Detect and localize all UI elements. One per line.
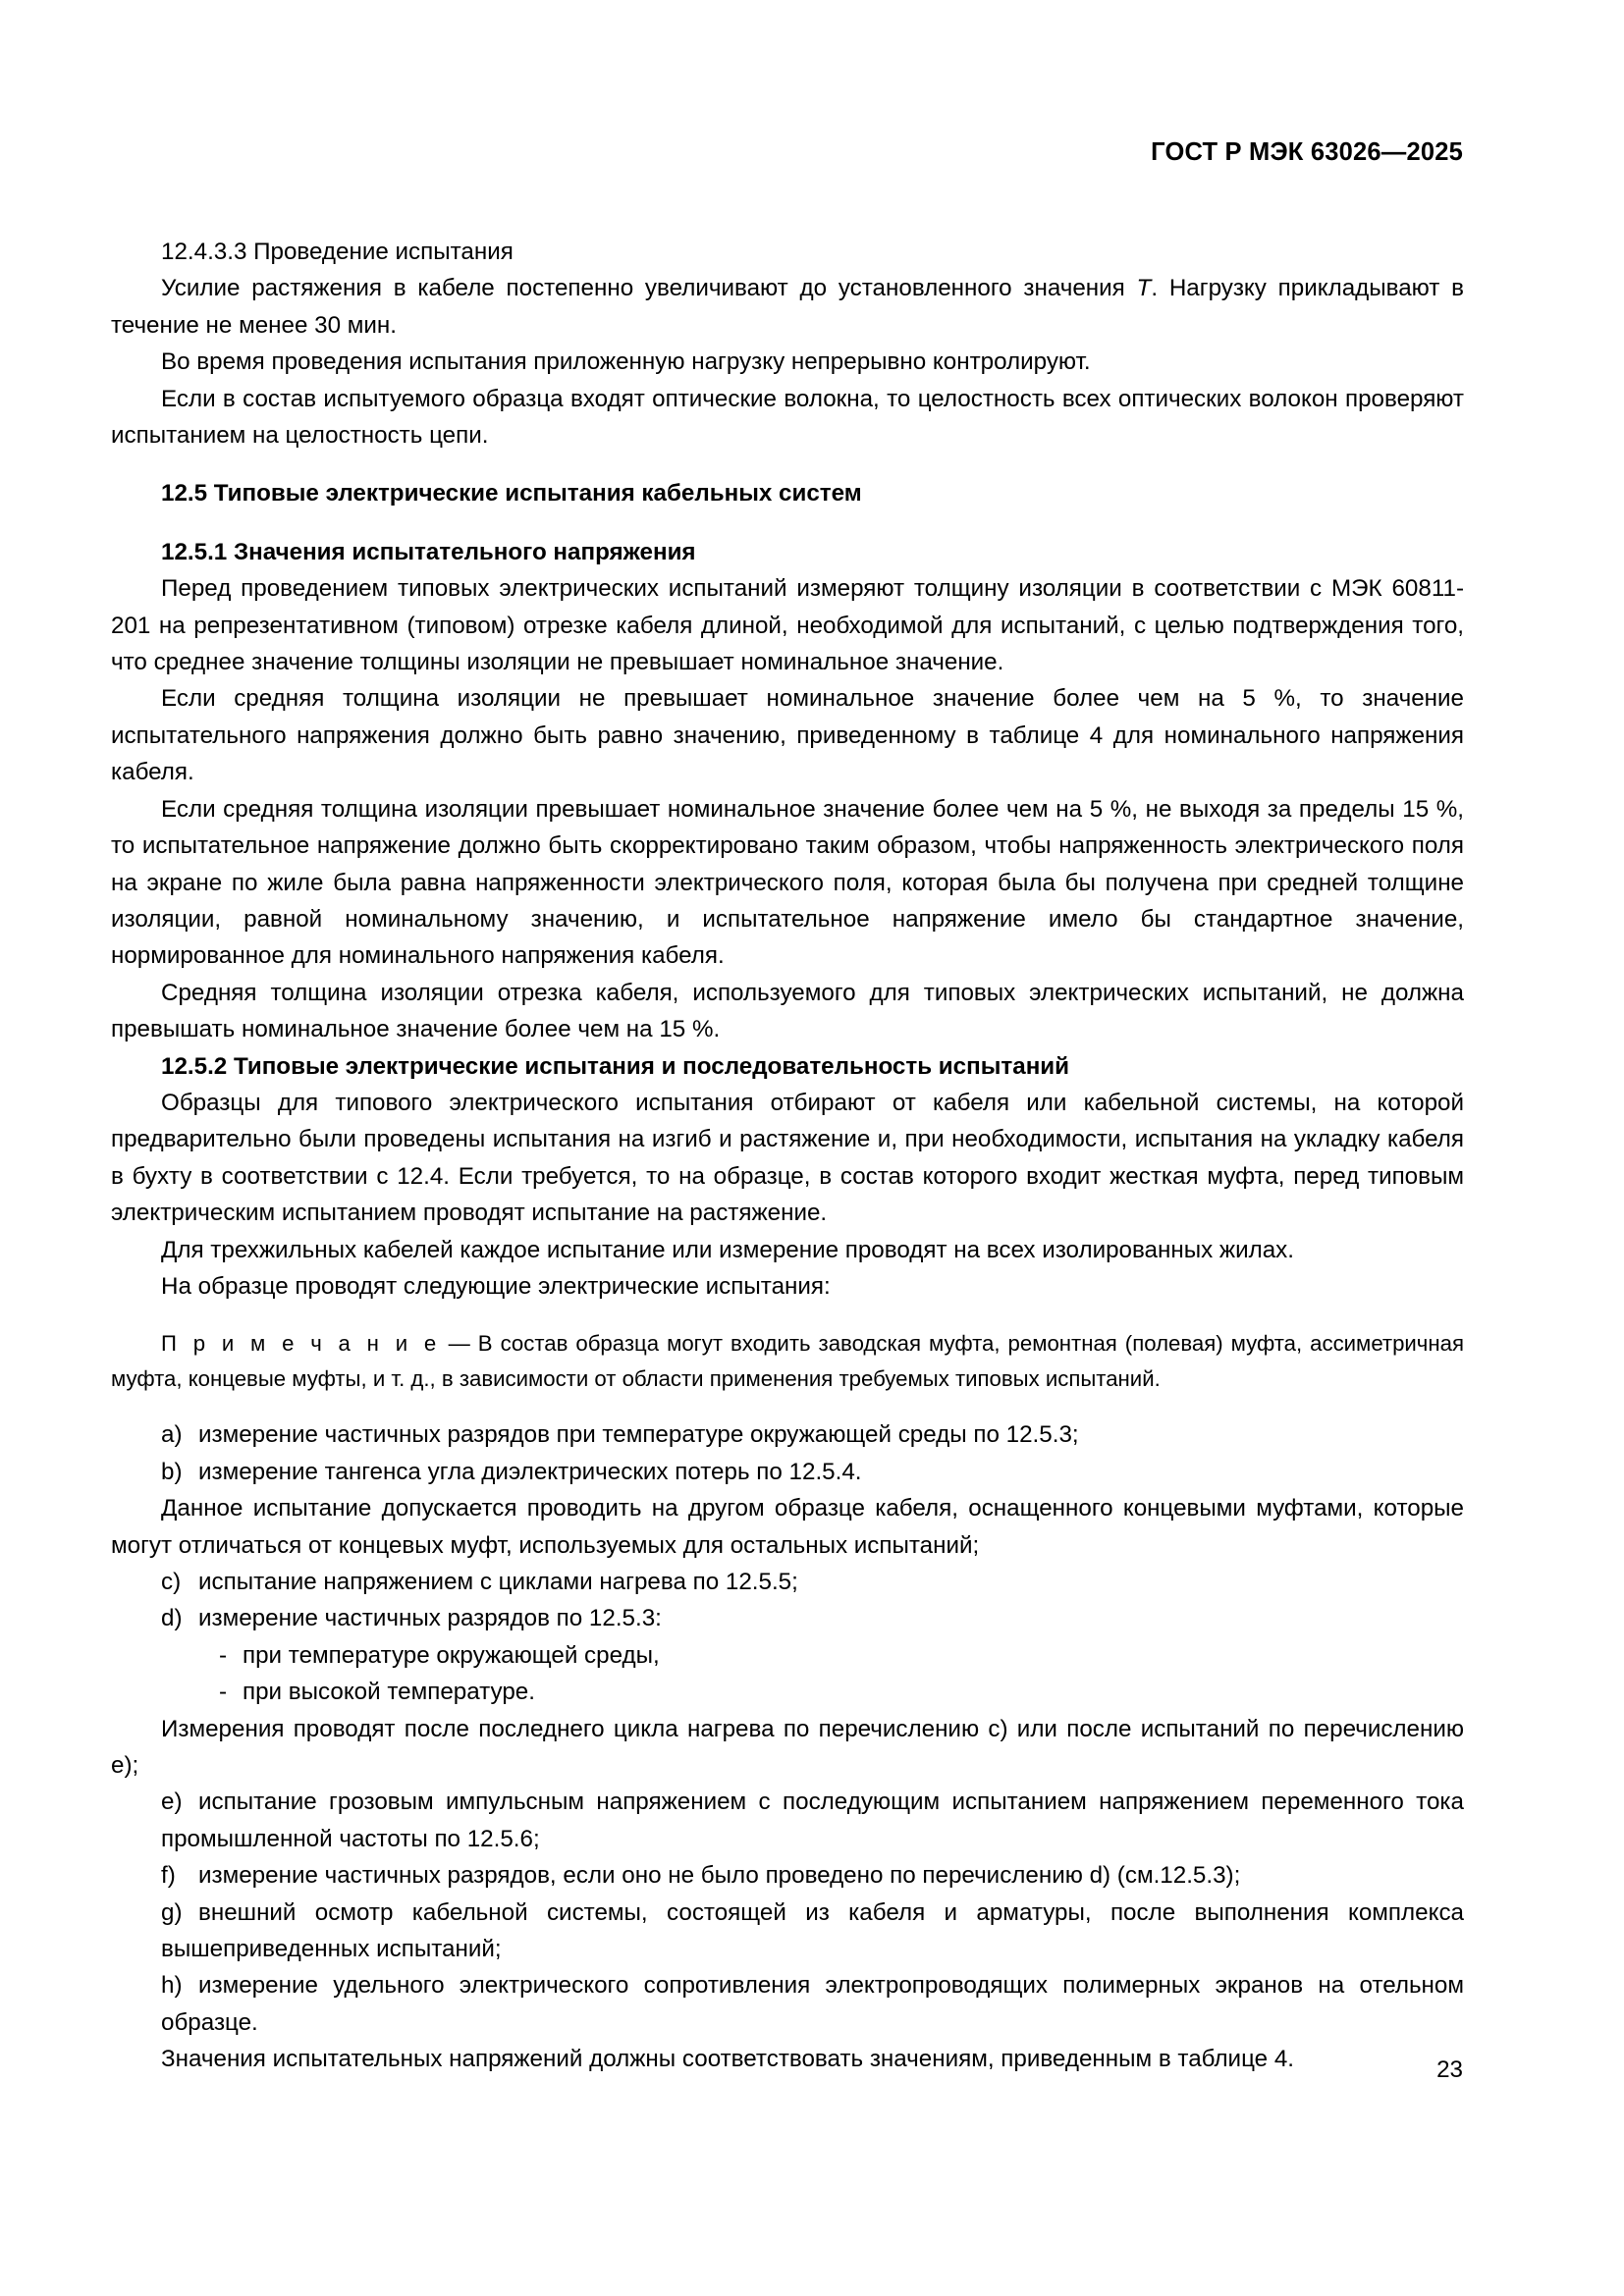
- list-item: [111, 1454, 1464, 1490]
- clause-12-5-2-paragraph-1: Образцы для типового электрического испытания отбирают от кабеля или кабельной системы, на которой предварительно были проведены испытания на изгиб и растяжение и, при необходимости, испытания на укладку кабеля в бухту в соответствии с 12.4. Если требуется, то на образце, в состав которого входит жесткая муфта, перед типовым электрическим испытанием проводят испытание на растяжение.: [111, 1089, 1464, 1227]
- running-header-standard-number: ГОСТ Р МЭК 63026—2025: [1151, 138, 1463, 166]
- clause-12-5-1-heading: 12.5.1 Значения испытательного напряжения: [161, 538, 696, 565]
- list-marker-g: g): [161, 1898, 183, 1926]
- clause-12-4-3-3-heading: 12.4.3.3 Проведение испытания: [161, 239, 514, 265]
- sub-list-dash-2: -: [219, 1679, 228, 1706]
- list-text-e: испытание грозовым импульсным напряжением с последующим испытанием напряжением переменного тока промышленной частоты по 12.5.6;: [161, 1789, 1464, 1852]
- list-text-g: внешний осмотр кабельной системы, состоящей из кабеля и арматуры, после выполнения комплекса вышеприведенных испытаний;: [161, 1898, 1464, 1963]
- list-marker-b: b): [161, 1458, 183, 1485]
- list-item: [111, 1967, 1464, 2041]
- list-item: [111, 1857, 1464, 1894]
- note-label: П р и м е ч а н и е: [161, 1331, 441, 1357]
- list-marker-h: h): [161, 1972, 183, 2000]
- page-number: 23: [1436, 2056, 1463, 2083]
- sub-list-dash-1: -: [219, 1641, 228, 1669]
- clause-12-5-2-paragraph-3: На образце проводят следующие электрические испытания:: [161, 1272, 831, 1300]
- symbol-T-italic: T: [1136, 275, 1152, 302]
- clause-12-4-3-3-paragraph-2: Во время проведения испытания приложенную нагрузку непрерывно контролируют.: [161, 348, 1091, 376]
- paragraph-text-part-2: . Нагрузку прикладывают в течение не менее 30 мин.: [111, 275, 1464, 339]
- page-content: [111, 234, 1464, 2078]
- list-item: [111, 1784, 1464, 1857]
- clause-12-5-2-paragraph-after-b: Данное испытание допускается проводить на другом образце кабеля, оснащенного концевыми муфтами, которые могут отличаться от концевых муфт, используемых для остальных испытаний;: [111, 1495, 1464, 1559]
- clause-12-4-3-3-paragraph-3: Если в состав испытуемого образца входят оптические волокна, то целостность всех оптических волокон проверяют испытанием на целостность цепи.: [111, 385, 1464, 450]
- note-text: — В состав образца могут входить заводская муфта, ремонтная (полевая) муфта, ассиметричная муфта, концевые муфты, и т. д., в зависимости от области применения требуемых типовых испытаний.: [111, 1331, 1464, 1392]
- clause-12-5-heading: 12.5 Типовые электрические испытания кабельных систем: [161, 480, 862, 507]
- clause-12-4-3-3-paragraph-1: [111, 270, 1464, 344]
- list-text-c: испытание напряжением с циклами нагрева по 12.5.5;: [198, 1569, 798, 1595]
- list-marker-f: f): [161, 1862, 176, 1890]
- list-marker-d: d): [161, 1605, 183, 1632]
- list-item: [111, 1416, 1464, 1453]
- list-text-f: измерение частичных разрядов, если оно не было проведено по перечислению d) (см.12.5.3);: [198, 1862, 1241, 1890]
- sub-list-text-1: при температуре окружающей среды,: [243, 1641, 660, 1669]
- clause-12-5-1-paragraph-3: Если средняя толщина изоляции превышает номинальное значение более чем на 5 %, не выходя за пределы 15 %, то испытательное напряжение должно быть скорректировано таким образом, чтобы напряженность электрического поля на экране по жиле была равна напряженности электрического поля, которая была бы получена при средней толщине изоляции, равной номинальному значению, и испытательное напряжение имело бы стандартное значение, нормированное для номинального напряжения кабеля.: [111, 795, 1464, 970]
- note-block: [111, 1326, 1464, 1397]
- sub-list-item: [111, 1674, 1464, 1710]
- clause-12-5-2-paragraph-after-d: Измерения проводят после последнего цикла нагрева по перечислению c) или после испытаний по перечислению e);: [111, 1715, 1464, 1780]
- clause-12-5-2-heading: 12.5.2 Типовые электрические испытания и последовательность испытаний: [161, 1052, 1070, 1080]
- sub-list-item: [111, 1637, 1464, 1674]
- list-item: [111, 1600, 1464, 1636]
- list-text-b: измерение тангенса угла диэлектрических потерь по 12.5.4.: [198, 1458, 862, 1485]
- clause-12-5-1-paragraph-4: Средняя толщина изоляции отрезка кабеля, используемого для типовых электрических испытаний, не должна превышать номинальное значение более чем на 15 %.: [111, 979, 1464, 1043]
- list-item: [111, 1564, 1464, 1600]
- sub-list-text-2: при высокой температуре.: [243, 1679, 535, 1706]
- paragraph-text-part-1: Усилие растяжения в кабеле постепенно увеличивают до установленного значения: [161, 275, 1137, 302]
- list-marker-a: a): [161, 1421, 183, 1449]
- list-marker-e: e): [161, 1789, 183, 1816]
- list-text-h: измерение удельного электрического сопротивления электропроводящих полимерных экранов на отельном образце.: [161, 1972, 1464, 2036]
- clause-12-5-1-paragraph-1: Перед проведением типовых электрических испытаний измеряют толщину изоляции в соответствии с МЭК 60811-201 на репрезентативном (типовом) отрезке кабеля длиной, необходимой для испытаний, с целью подтверждения того, что среднее значение толщины изоляции не превышает номинальное значение.: [111, 575, 1464, 676]
- list-text-a: измерение частичных разрядов при температуре окружающей среды по 12.5.3;: [198, 1421, 1079, 1449]
- list-marker-c: c): [161, 1569, 182, 1595]
- list-text-d: измерение частичных разрядов по 12.5.3:: [198, 1605, 662, 1632]
- clause-12-5-1-paragraph-2: Если средняя толщина изоляции не превышает номинальное значение более чем на 5 %, то значение испытательного напряжения должно быть равно значению, приведенному в таблице 4 для номинального напряжения кабеля.: [111, 685, 1464, 786]
- clause-12-5-2-paragraph-final: Значения испытательных напряжений должны соответствовать значениям, приведенным в таблице 4.: [161, 2046, 1294, 2073]
- clause-12-5-2-paragraph-2: Для трехжильных кабелей каждое испытание или измерение проводят на всех изолированных жилах.: [161, 1236, 1294, 1263]
- list-item: [111, 1895, 1464, 1968]
